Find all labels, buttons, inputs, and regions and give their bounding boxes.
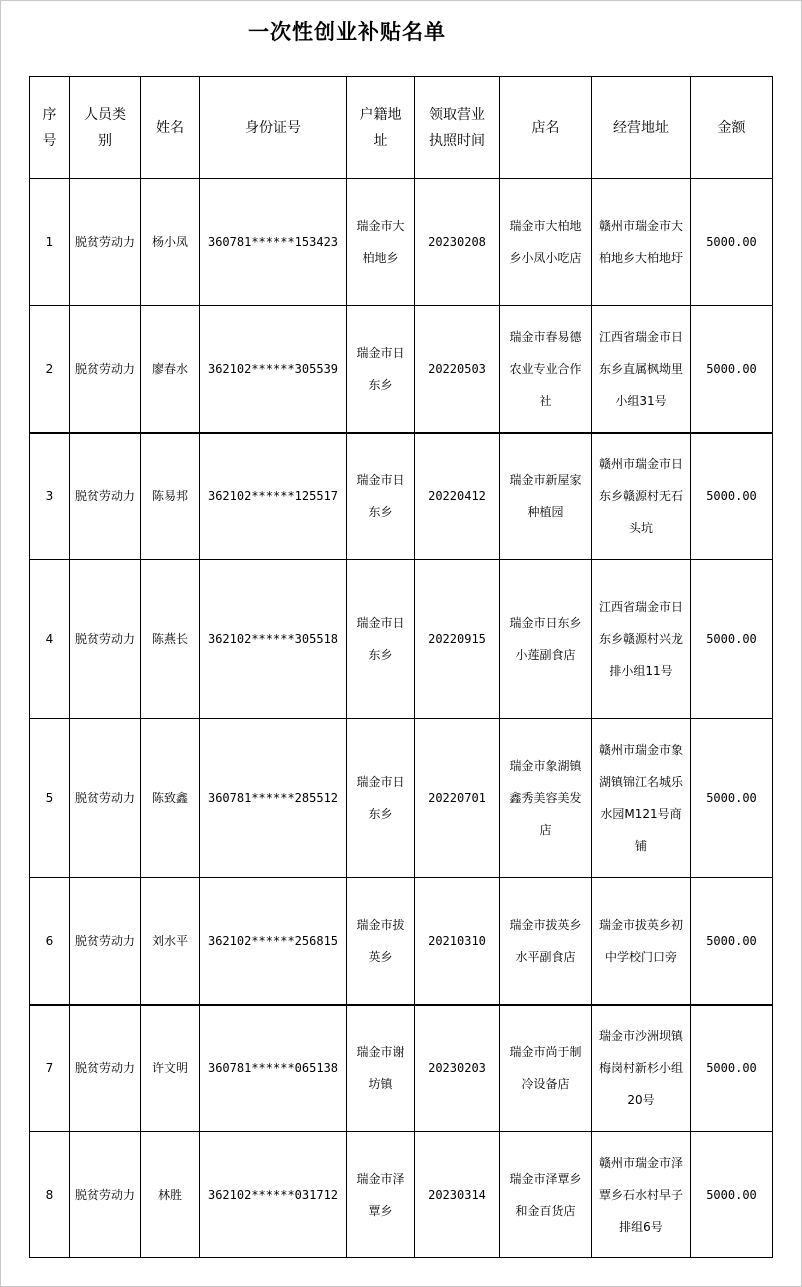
cell-address: 赣州市瑞金市泽覃乡石水村早子排组6号: [592, 1132, 691, 1258]
cell-address: 瑞金市沙洲坝镇梅岗村新杉小组20号: [592, 1005, 691, 1132]
cell-category: 脱贫劳动力: [70, 719, 141, 878]
table-row: [30, 179, 773, 306]
cell-seq: 3: [30, 433, 70, 560]
cell-hukou: 瑞金市日东乡: [347, 560, 415, 719]
cell-id-number: 360781******153423: [200, 179, 347, 306]
cell-name: 陈致鑫: [141, 719, 200, 878]
cell-category: 脱贫劳动力: [70, 1005, 141, 1132]
cell-seq: 4: [30, 560, 70, 719]
cell-amount: 5000.00: [691, 719, 773, 878]
cell-id-number: 362102******031712: [200, 1132, 347, 1258]
cell-amount: 5000.00: [691, 1005, 773, 1132]
cell-hukou: 瑞金市日东乡: [347, 719, 415, 878]
cell-category: 脱贫劳动力: [70, 306, 141, 433]
cell-shop: 瑞金市新屋家种植园: [500, 433, 592, 560]
header-address: 经营地址: [592, 77, 691, 179]
cell-id-number: 360781******285512: [200, 719, 347, 878]
cell-address: 赣州市瑞金市大柏地乡大柏地圩: [592, 179, 691, 306]
header-seq: 序 号: [30, 77, 70, 179]
table-row: [30, 878, 773, 1005]
cell-seq: 2: [30, 306, 70, 433]
cell-name: 林胜: [141, 1132, 200, 1258]
cell-hukou: 瑞金市日东乡: [347, 433, 415, 560]
cell-address: 瑞金市拔英乡初中学校门口旁: [592, 878, 691, 1005]
cell-hukou: 瑞金市日东乡: [347, 306, 415, 433]
cell-id-number: 362102******305518: [200, 560, 347, 719]
table-row: [30, 1005, 773, 1132]
cell-address: 赣州市瑞金市象湖镇锦江名城乐水园M121号商铺: [592, 719, 691, 878]
cell-seq: 5: [30, 719, 70, 878]
cell-license-date: 20220412: [415, 433, 500, 560]
cell-amount: 5000.00: [691, 560, 773, 719]
cell-hukou: 瑞金市大柏地乡: [347, 179, 415, 306]
cell-id-number: 362102******305539: [200, 306, 347, 433]
cell-amount: 5000.00: [691, 179, 773, 306]
cell-name: 许文明: [141, 1005, 200, 1132]
cell-name: 廖春水: [141, 306, 200, 433]
header-amount: 金额: [691, 77, 773, 179]
cell-seq: 1: [30, 179, 70, 306]
cell-shop: 瑞金市尚于制冷设备店: [500, 1005, 592, 1132]
table-row: [30, 433, 773, 560]
cell-amount: 5000.00: [691, 878, 773, 1005]
cell-amount: 5000.00: [691, 1132, 773, 1258]
cell-address: 赣州市瑞金市日东乡赣源村无石头坑: [592, 433, 691, 560]
cell-license-date: 20230208: [415, 179, 500, 306]
header-category: 人员类 别: [70, 77, 141, 179]
cell-address: 江西省瑞金市日东乡赣源村兴龙排小组11号: [592, 560, 691, 719]
cell-category: 脱贫劳动力: [70, 878, 141, 1005]
cell-id-number: 360781******065138: [200, 1005, 347, 1132]
cell-seq: 8: [30, 1132, 70, 1258]
cell-name: 刘水平: [141, 878, 200, 1005]
cell-name: 陈燕长: [141, 560, 200, 719]
cell-category: 脱贫劳动力: [70, 179, 141, 306]
cell-shop: 瑞金市春易德农业专业合作社: [500, 306, 592, 433]
cell-name: 陈易邦: [141, 433, 200, 560]
cell-shop: 瑞金市大柏地乡小凤小吃店: [500, 179, 592, 306]
table-row: [30, 560, 773, 719]
cell-seq: 7: [30, 1005, 70, 1132]
header-hukou: 户籍地 址: [347, 77, 415, 179]
header-shop: 店名: [500, 77, 592, 179]
cell-id-number: 362102******125517: [200, 433, 347, 560]
table-row: [30, 1132, 773, 1258]
cell-shop: 瑞金市象湖镇鑫秀美容美发店: [500, 719, 592, 878]
cell-hukou: 瑞金市拔英乡: [347, 878, 415, 1005]
cell-category: 脱贫劳动力: [70, 560, 141, 719]
cell-shop: 瑞金市泽覃乡和金百货店: [500, 1132, 592, 1258]
cell-shop: 瑞金市拔英乡水平副食店: [500, 878, 592, 1005]
cell-license-date: 20220503: [415, 306, 500, 433]
header-license-date: 领取营业 执照时间: [415, 77, 500, 179]
table-row: [30, 306, 773, 433]
cell-shop: 瑞金市日东乡小莲副食店: [500, 560, 592, 719]
cell-license-date: 20230314: [415, 1132, 500, 1258]
cell-amount: 5000.00: [691, 433, 773, 560]
cell-license-date: 20230203: [415, 1005, 500, 1132]
header-name: 姓名: [141, 77, 200, 179]
header-row: [30, 77, 773, 179]
cell-license-date: 20220701: [415, 719, 500, 878]
subsidy-table: [29, 76, 773, 1258]
table-row: [30, 719, 773, 878]
cell-category: 脱贫劳动力: [70, 1132, 141, 1258]
cell-hukou: 瑞金市谢坊镇: [347, 1005, 415, 1132]
cell-amount: 5000.00: [691, 306, 773, 433]
header-id-number: 身份证号: [200, 77, 347, 179]
page-title: 一次性创业补贴名单: [248, 19, 446, 44]
cell-license-date: 20220915: [415, 560, 500, 719]
cell-name: 杨小凤: [141, 179, 200, 306]
cell-id-number: 362102******256815: [200, 878, 347, 1005]
cell-license-date: 20210310: [415, 878, 500, 1005]
cell-hukou: 瑞金市泽覃乡: [347, 1132, 415, 1258]
cell-category: 脱贫劳动力: [70, 433, 141, 560]
cell-seq: 6: [30, 878, 70, 1005]
cell-address: 江西省瑞金市日东乡直属枫坳里小组31号: [592, 306, 691, 433]
